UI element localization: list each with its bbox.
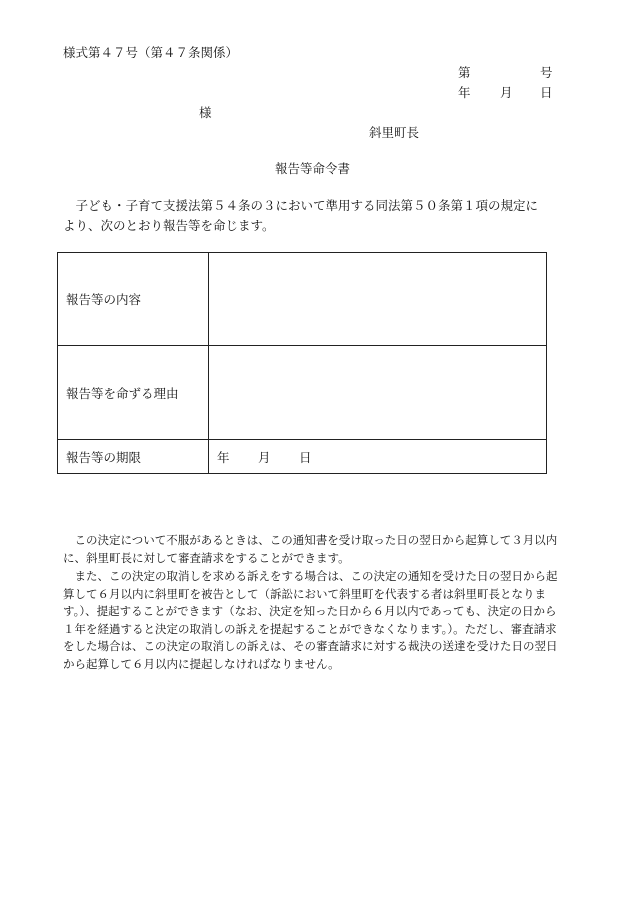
deadline-day: 日 [299, 449, 312, 465]
row-label: 報告等の内容 [58, 253, 209, 346]
deadline-date [209, 440, 547, 474]
appeal-notice-paragraph [63, 532, 557, 567]
row-value [209, 253, 547, 346]
intro-line: 子ども・子育て支援法第５４条の３において準用する同法第５０条第１項の規定に [63, 198, 539, 213]
row-label: 報告等の期限 [58, 440, 209, 474]
date-day: 日 [540, 85, 553, 100]
intro-paragraph [63, 196, 571, 236]
document-number-prefix: 第 [458, 65, 471, 80]
notice-line: また、この決定の取消しを求める訴えをする場合は、この決定の通知を受けた日の翌日から起 [63, 569, 558, 583]
form-number: 様式第４７号（第４７条関係） [63, 45, 239, 60]
deadline-year: 年 [217, 449, 230, 465]
notice-line: をした場合は、この決定の取消しの訴えは、その審査請求に対する裁決の送達を受けた日の翌日 [63, 639, 558, 653]
report-order-table [57, 252, 547, 474]
notice-line: から起算して６月以内に提起しなければなりません。 [63, 656, 340, 671]
date-month: 月 [500, 85, 513, 100]
document-title: 報告等命令書 [275, 161, 351, 176]
table-row-reason [58, 346, 547, 440]
deadline-month: 月 [258, 449, 271, 465]
row-label: 報告等を命ずる理由 [58, 346, 209, 440]
table-row-content [58, 253, 547, 346]
notice-line: す。）、提起することができます（なお、決定を知った日から６月以内であっても、決定の日から [63, 604, 557, 618]
lawsuit-notice-paragraph [63, 568, 558, 673]
notice-line: この決定について不服があるときは、この通知書を受け取った日の翌日から起算して３月以内 [63, 533, 558, 547]
date-year: 年 [458, 85, 471, 100]
document-number-suffix: 号 [540, 65, 553, 80]
notice-line: に、斜里町長に対して審査請求をすることができます。 [63, 550, 350, 565]
intro-line: より、次のとおり報告等を命じます。 [63, 218, 275, 233]
row-value [209, 346, 547, 440]
notice-line: 算して６月以内に斜里町を被告として（訴訟において斜里町を代表する者は斜里町長となりま [63, 586, 546, 601]
addressee-honorific: 様 [199, 105, 212, 120]
notice-line: １年を経過すると決定の取消しの訴えを提起することができなくなります。）。ただし、審査請求 [63, 621, 557, 636]
issuer-name: 斜里町長 [369, 125, 420, 140]
table-row-deadline [58, 440, 547, 474]
